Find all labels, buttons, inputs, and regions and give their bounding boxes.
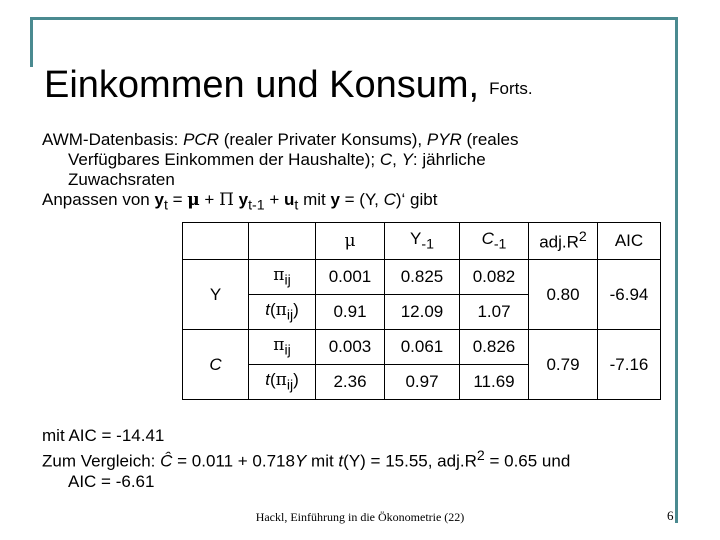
cell-y-aic: -6.94 xyxy=(598,260,661,330)
slide-title xyxy=(44,62,533,112)
cell-y-coef-ylag: 0.825 xyxy=(385,260,460,295)
cell-y-t-mu: 0.91 xyxy=(316,295,385,330)
cell-c-aic: -7.16 xyxy=(598,330,661,400)
row-type-t: $t(\pi_{ij})$ xyxy=(249,365,316,400)
outro-line-3: AIC = -6.61 xyxy=(68,471,155,491)
cell-c-adj-r2: 0.79 xyxy=(529,330,598,400)
cell-c-t-mu: 2.36 xyxy=(316,365,385,400)
row-label-y: Y xyxy=(183,260,249,330)
footer-citation: Hackl, Einführung in die Ökonometrie (22) xyxy=(255,510,465,524)
slide-title-suffix: Forts. xyxy=(489,79,533,98)
results-table xyxy=(182,222,661,400)
outro-line-1: mit AIC = -14.41 xyxy=(42,426,165,445)
left-rule xyxy=(30,17,33,67)
header-empty-1 xyxy=(183,223,249,260)
table-row-y-coef xyxy=(183,260,661,295)
top-rule xyxy=(30,17,677,20)
outro-line-2: Zum Vergleich: Ĉ = 0.011 + 0.718Y mit t(Y) = 15.55, $adj.R^2 = 0.65$ und xyxy=(42,448,571,471)
cell-y-coef-mu: 0.001 xyxy=(316,260,385,295)
intro-line-2: Verfügbares Einkommen der Haushalte); C, Y: jährliche xyxy=(68,150,486,169)
page-number: 6 xyxy=(667,508,674,523)
row-type-pi: $\pi_{ij}$ xyxy=(249,330,316,365)
intro-line-1: AWM-Datenbasis: PCR (realer Privater Konsums), PYR (reales xyxy=(42,130,519,149)
intro-line-3: Zuwachsraten xyxy=(68,170,175,189)
row-type-pi: $\pi_{ij}$ xyxy=(249,260,316,295)
header-adj-r2: $adj.R^2$ xyxy=(529,223,598,260)
header-c-lag: $C_{-1}$ xyxy=(460,223,529,260)
cell-y-adj-r2: 0.80 xyxy=(529,260,598,330)
outro-text xyxy=(42,426,682,492)
table-row-c-coef xyxy=(183,330,661,365)
table-header-row xyxy=(183,223,661,260)
intro-text xyxy=(42,130,642,215)
model-equation: Anpassen von $y_t = \mu + \Pi$ $y_{t-1} + u_t$ mit y = (Y, C)‘ gibt xyxy=(42,190,438,214)
header-mu: μ xyxy=(316,223,385,260)
row-label-c: C xyxy=(183,330,249,400)
header-aic: AIC xyxy=(598,223,661,260)
cell-y-coef-clag: 0.082 xyxy=(460,260,529,295)
cell-c-t-ylag: 0.97 xyxy=(385,365,460,400)
header-y-lag: $Y_{-1}$ xyxy=(385,223,460,260)
cell-c-coef-clag: 0.826 xyxy=(460,330,529,365)
row-type-t: $t(\pi_{ij})$ xyxy=(249,295,316,330)
cell-c-coef-ylag: 0.061 xyxy=(385,330,460,365)
header-empty-2 xyxy=(249,223,316,260)
cell-c-coef-mu: 0.003 xyxy=(316,330,385,365)
cell-y-t-ylag: 12.09 xyxy=(385,295,460,330)
cell-y-t-clag: 1.07 xyxy=(460,295,529,330)
slide-title-main: Einkommen und Konsum, xyxy=(44,64,480,106)
cell-c-t-clag: 11.69 xyxy=(460,365,529,400)
